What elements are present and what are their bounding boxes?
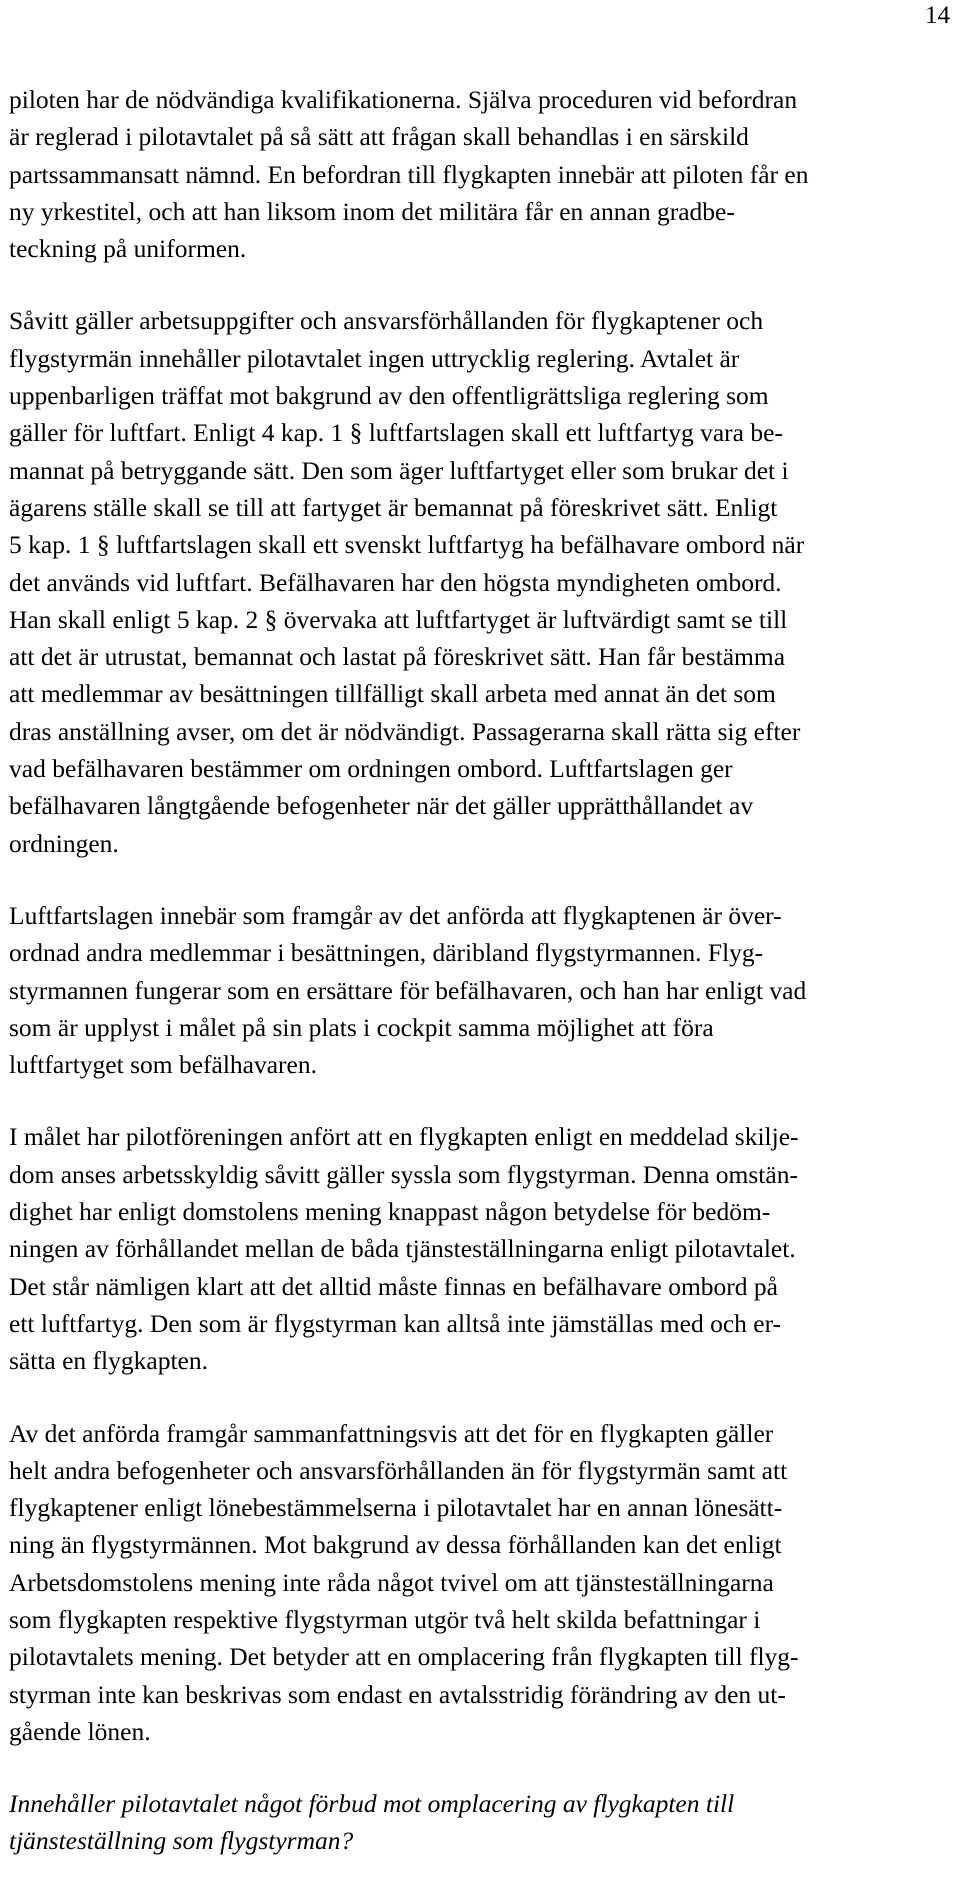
- text-line: partssammansatt nämnd. En befordran till flygkapten innebär att piloten får en: [9, 159, 809, 189]
- text-line: sätta en flygkapten.: [9, 1346, 208, 1376]
- text-line: piloten har de nödvändiga kvalifikationerna. Själva proceduren vid befordran: [9, 85, 798, 114]
- text-line: ning än flygstyrmännen. Mot bakgrund av dessa förhållanden kan det enligt: [9, 1530, 782, 1560]
- document-body: [9, 81, 929, 1895]
- text-line: är reglerad i pilotavtalet på så sätt att frågan skall behandlas i en särskild: [9, 122, 749, 152]
- text-line: ägarens ställe skall se till att fartyget är bemannat på föreskrivet sätt. Enligt: [9, 492, 778, 522]
- text-line: gående lönen.: [9, 1716, 151, 1746]
- text-line: det används vid luftfart. Befälhavaren har den högsta myndigheten ombord.: [9, 567, 782, 597]
- text-line: mannat på betryggande sätt. Den som äger luftfartyget eller som brukar det i: [9, 455, 789, 485]
- text-line: pilotavtalets mening. Det betyder att en omplacering från flygkapten till flyg-: [9, 1642, 799, 1672]
- text-line: Han skall enligt 5 kap. 2 § övervaka att luftfartyget är luftvärdigt samt se till: [9, 604, 788, 634]
- text-line: Luftfartslagen innebär som framgår av det anförda att flygkaptenen är över-: [9, 900, 782, 930]
- text-line: flygkaptener enligt lönebestämmelserna i pilotavtalet har en annan lönesätt-: [9, 1493, 783, 1523]
- text-line: att det är utrustat, bemannat och lastat på föreskrivet sätt. Han får bestämma: [9, 642, 786, 672]
- text-line: att medlemmar av besättningen tillfälligt skall arbeta med annat än det som: [9, 679, 776, 709]
- text-line: dighet har enligt domstolens mening knappast någon betydelse för bedöm-: [9, 1197, 771, 1227]
- text-line: styrman inte kan beskrivas som endast en avtalsstridig förändring av den ut-: [9, 1679, 786, 1709]
- text-line: Av det anförda framgår sammanfattningsvis att det för en flygkapten gäller: [9, 1418, 774, 1448]
- text-line: luftfartyget som befälhavaren.: [9, 1050, 317, 1080]
- text-line: ningen av förhållandet mellan de båda tjänsteställningarna enligt pilotavtalet.: [9, 1234, 796, 1264]
- text-line: vad befälhavaren bestämmer om ordningen ombord. Luftfartslagen ger: [9, 754, 733, 784]
- text-line: flygstyrmän innehåller pilotavtalet ingen uttrycklig reglering. Avtalet är: [9, 343, 740, 373]
- text-line: ett luftfartyg. Den som är flygstyrman kan alltså inte jämställas med och er-: [9, 1308, 782, 1338]
- text-line: dom anses arbetsskyldig såvitt gäller syssla som flygstyrman. Denna omstän-: [9, 1159, 798, 1189]
- text-line: 5 kap. 1 § luftfartslagen skall ett svenskt luftfartyg ha befälhavare ombord när: [9, 530, 805, 560]
- text-line: teckning på uniformen.: [9, 234, 247, 264]
- paragraph-responsibilities: [9, 302, 929, 861]
- page-number: 14: [925, 2, 950, 29]
- text-line: helt andra befogenheter och ansvarsförhållanden än för flygstyrmän samt att: [9, 1455, 788, 1485]
- text-line: uppenbarligen träffat mot bakgrund av den offentligrättsliga reglering som: [9, 381, 769, 411]
- paragraph-promotion: [9, 81, 929, 267]
- paragraph-aviation-law: [9, 897, 929, 1083]
- text-line: dras anställning avser, om det är nödvändigt. Passagerarna skall rätta sig efter: [9, 716, 801, 746]
- text-line: som är upplyst i målet på sin plats i cockpit samma möjlighet att föra: [9, 1012, 714, 1042]
- text-line: Såvitt gäller arbetsuppgifter och ansvarsförhållanden för flygkaptener och: [9, 306, 764, 336]
- text-line: I målet har pilotföreningen anfört att en flygkapten enligt en meddelad skilje-: [9, 1122, 799, 1152]
- text-line: Arbetsdomstolens mening inte råda något tvivel om att tjänsteställningarna: [9, 1567, 774, 1597]
- text-line: ny yrkestitel, och att han liksom inom det militära får en annan gradbe-: [9, 196, 735, 226]
- paragraph-conclusion: [9, 1415, 929, 1751]
- text-line: befälhavaren långtgående befogenheter när det gäller upprätthållandet av: [9, 791, 754, 821]
- text-line: gäller för luftfart. Enligt 4 kap. 1 § luftfartslagen skall ett luftfartyg vara be-: [9, 418, 783, 448]
- text-line: styrmannen fungerar som en ersättare för befälhavaren, och han har enligt vad: [9, 975, 807, 1005]
- paragraph-pilot-association: [9, 1118, 929, 1379]
- question-heading: [9, 1785, 929, 1860]
- text-line: tjänsteställning som flygstyrman?: [9, 1826, 354, 1856]
- text-line: Det står nämligen klart att det alltid måste finnas en befälhavare ombord på: [9, 1271, 778, 1301]
- text-line: Innehåller pilotavtalet något förbud mot omplacering av flygkapten till: [9, 1789, 735, 1819]
- text-line: ordningen.: [9, 828, 119, 858]
- text-line: ordnad andra medlemmar i besättningen, däribland flygstyrmannen. Flyg-: [9, 938, 764, 968]
- text-line: som flygkapten respektive flygstyrman utgör två helt skilda befattningar i: [9, 1604, 761, 1634]
